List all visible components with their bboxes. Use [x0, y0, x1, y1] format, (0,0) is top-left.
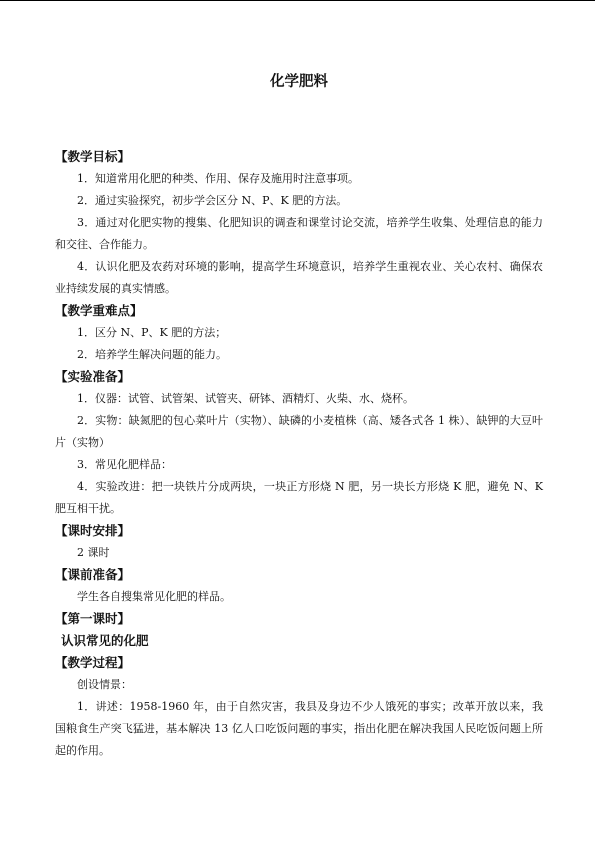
section-heading: 【教学过程】	[55, 655, 131, 670]
document-page	[55, 70, 543, 762]
section-heading: 【课前准备】	[55, 567, 131, 582]
section-goals	[55, 146, 543, 300]
document-title: 化学肥料	[270, 74, 328, 90]
lesson-subtitle: 认识常见的化肥	[61, 633, 149, 648]
paragraph: 3．通过对化肥实物的搜集、化肥知识的调查和课堂讨论交流，培养学生收集、处理信息的能力和交往、合作能力。	[55, 216, 543, 251]
section-preparation	[55, 564, 543, 608]
section-process	[55, 652, 543, 762]
paragraph: 2 课时	[77, 546, 110, 559]
paragraph: 1．仪器：试管、试管架、试管夹、研钵、酒精灯、火柴、水、烧杯。	[77, 392, 414, 405]
top-border-rule	[0, 0, 595, 1]
section-key-points	[55, 300, 543, 366]
paragraph: 3．常见化肥样品：	[77, 458, 172, 471]
paragraph: 4．认识化肥及农药对环境的影响，提高学生环境意识，培养学生重视农业、关心农村、确保农业持续发展的真实情感。	[55, 260, 543, 295]
paragraph: 2．培养学生解决问题的能力。	[77, 348, 227, 361]
paragraph: 2．实物：缺氮肥的包心菜叶片（实物）、缺磷的小麦植株（高、矮各式各 1 株）、缺钾的大豆叶片（实物）	[55, 414, 543, 449]
paragraph: 1．讲述：1958-1960 年，由于自然灾害，我县及身边不少人饿死的事实；改革开放以来，我国粮食生产突飞猛进，基本解决 13 亿人口吃饭问题的事实，指出化肥在解决我国人民吃饭问题上所起的作用。	[55, 700, 543, 757]
section-lesson1	[55, 608, 543, 652]
paragraph: 1．知道常用化肥的种类、作用、保存及施用时注意事项。	[77, 172, 359, 185]
section-heading: 【教学重难点】	[55, 303, 143, 318]
section-heading: 【教学目标】	[55, 149, 131, 164]
paragraph: 创设情景：	[77, 678, 132, 691]
section-heading: 【第一课时】	[55, 611, 131, 626]
paragraph: 4．实验改进：把一块铁片分成两块，一块正方形烧 N 肥，另一块长方形烧 K 肥，避免 N、K 肥互相干扰。	[55, 480, 543, 515]
paragraph: 学生各自搜集常见化肥的样品。	[77, 590, 231, 603]
section-schedule	[55, 520, 543, 564]
paragraph: 2．通过实验探究，初步学会区分 N、P、K 肥的方法。	[77, 194, 348, 207]
paragraph: 1．区分 N、P、K 肥的方法；	[77, 326, 227, 339]
section-heading: 【课时安排】	[55, 523, 131, 538]
section-heading: 【实验准备】	[55, 369, 131, 384]
section-experiment	[55, 366, 543, 520]
